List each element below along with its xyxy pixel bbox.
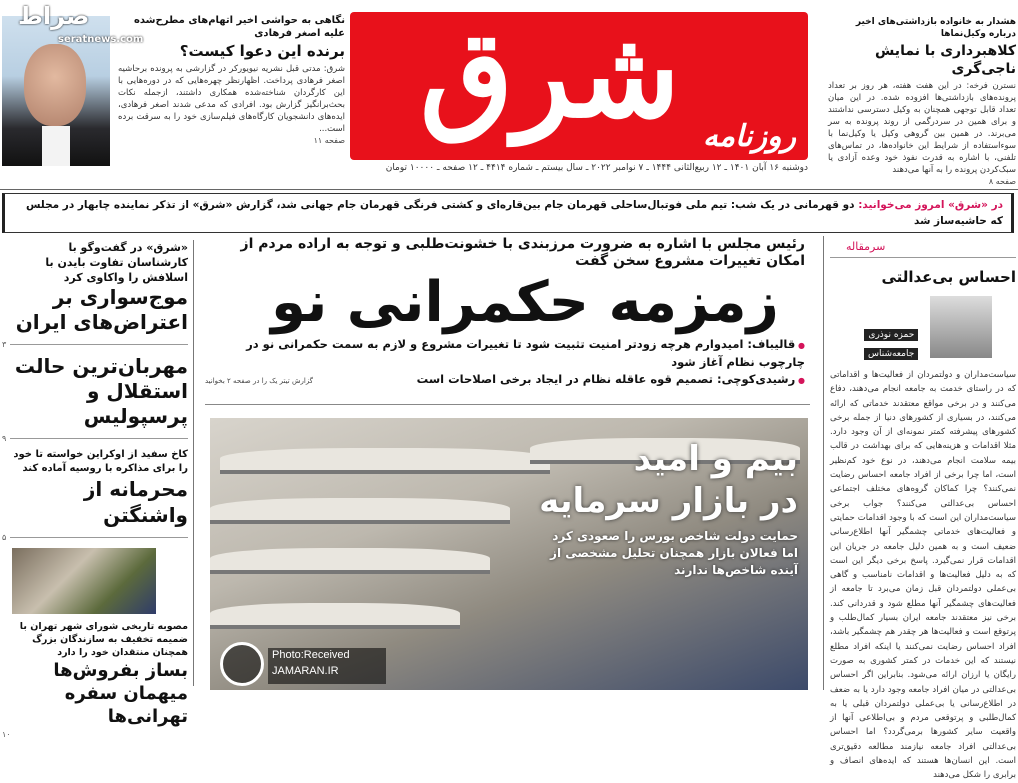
- watermark-line1: Photo:Received: [272, 649, 350, 661]
- page-number: ۵: [2, 533, 7, 542]
- watermark-line2: JAMARAN.IR: [272, 665, 339, 677]
- story-headline[interactable]: کلاهبرداری با نمایش ناجی‌گری: [875, 43, 1016, 77]
- left-item[interactable]: [2, 448, 188, 528]
- author-photo: [930, 296, 992, 358]
- face-shape: [24, 44, 86, 126]
- editorial: [830, 240, 1016, 781]
- item-kicker: کاخ سفید از اوکراین خواسته تا خود را برای مذاکره با روسیه آماده کند: [13, 449, 188, 474]
- ticker-bar: [2, 193, 1014, 233]
- left-item[interactable]: [2, 354, 188, 429]
- masthead-logo: [350, 4, 808, 160]
- ticker-text[interactable]: دو قهرمانی در یک شب: تیم ملی فوتبال‌ساحلی قهرمان جام بین‌قاره‌ای و کشتی فرنگی قهرمان جام جهانی شد، گزارش «شرق» از تذکر نماینده چابهار در مجلس که حاشیه‌ساز شد: [25, 199, 1003, 227]
- date-line: دوشنبه ۱۶ آبان ۱۴۰۱ ـ ۱۲ ربیع‌الثانی ۱۴۴۴ ـ ۷ نوامبر ۲۰۲۲ ـ سال بیستم ـ شماره ۴۴۱۴ ـ ۱۲ صفحه ـ ۱۰۰۰۰ تومان: [385, 163, 808, 173]
- desk-row: [210, 548, 490, 574]
- photo-headline[interactable]: [498, 438, 798, 522]
- story-headline[interactable]: برنده این دعوا کیست؟: [179, 42, 345, 60]
- item-kicker: «شرق» در گفت‌وگو با کارشناسان تفاوت بایدن با اسلافش را واکاوی کرد: [45, 241, 188, 284]
- photo-headline-line2: در بازار سرمایه: [539, 481, 798, 521]
- lead-story: [205, 236, 805, 389]
- column-divider: [823, 236, 824, 690]
- jamaran-watermark: [216, 640, 391, 687]
- lead-bullet: ● رشیدی‌کوچی: تصمیم قوه عاقله نظام در ایجاد برخی اصلاحات است: [417, 371, 805, 389]
- divider: [2, 533, 188, 542]
- editorial-headline[interactable]: احساس بی‌عدالتی: [881, 268, 1016, 286]
- item-headline: محرمانه از واشنگتن: [83, 477, 188, 527]
- page-ref: صفحه ۸: [988, 177, 1016, 186]
- author-name: حمزه نوذری: [864, 329, 918, 341]
- divider: [205, 404, 810, 405]
- left-item[interactable]: [2, 620, 188, 728]
- left-item[interactable]: [2, 240, 188, 335]
- item-kicker: مصوبه تاریخی شورای شهر تهران با ضمیمه تخفیف به سازندگان بزرگ همچنان منتقدان خود را دارد: [19, 621, 188, 658]
- page-ref: صفحه ۱۱: [313, 136, 345, 145]
- column-divider: [193, 240, 194, 686]
- author-role: جامعه‌شناس: [864, 348, 918, 360]
- tehran-building-photo: [12, 548, 156, 614]
- story-body: شرق: مدتی قبل نشریه نیویورکر در گزارشی به پرونده برحاشیه اصغر فرهادی پرداخت. اظهارنظر چهره‌هایی که در دوره‌هایی با این کارگردان شناخته‌شده همکاری داشتند، ازجمله نکات بحث‌برانگیز گزارش بود. افرادی که مدعی شدند اصغر فرهادی، ایده‌های دانشجویان کارگاه‌های فیلم‌سازی خود را به سرقت برده است...: [118, 64, 345, 134]
- jamaran-logo-icon: [220, 642, 264, 686]
- serat-watermark-logo: صراط: [18, 2, 90, 30]
- desk-row: [210, 498, 510, 524]
- logo-subtitle: روزنامه: [702, 119, 796, 154]
- top-right-story: [828, 16, 1016, 187]
- divider: [2, 340, 188, 349]
- item-headline: مهربان‌ترین حالت استقلال و پرسپولیس: [14, 354, 188, 428]
- ticker-label: در «شرق» امروز می‌خوانید:: [858, 199, 1003, 211]
- page-number: ۹: [2, 434, 7, 443]
- divider: [0, 189, 1018, 190]
- logo-text: شرق: [420, 4, 680, 145]
- page-number: ۳: [2, 340, 7, 349]
- divider: [2, 434, 188, 443]
- editorial-body: سیاست‌مداران و دولتمردان از فعالیت‌ها و اقداماتی که در راستای خدمت به جامعه انجام می‌دهند، دفاع می‌کنند و در برخی مواقع معتقدند خدماتی که ارائه می‌کنند، در بسیاری از کشورهای دنیا از جمله برخی کشورهای پیشرفته کمتر نمونه‌ای از آن وجود دارد. مثلا اقدامات و هزینه‌هایی که برای بهداشت در قالب بیمه سلامت انجام می‌دهند، در نوع خود کم‌نظیر است، اما چرا برخی از افراد جامعه احساس رضایت نمی‌کنند؟ چرا کماکان گروه‌های مختلف اجتماعی احساس بی‌عدالتی می‌کنند؟ جواب برخی سیاست‌مداران این است که با وجود اقدامات حمایتی و فعالیت‌های خدماتی چشمگیر آنها اطلاع‌رسانی ضعیف است و به همین دلیل جامعه در جریان این اقدامات قرار نمی‌گیرد. پاسخ برخی دیگر این است که به دلیل فعالیت‌ها و اقدامات نامناسب و گاهی بی‌عملی دولتمردان قبل زمان می‌برد تا جامعه از فعالیت‌های چشمگیر آنها مطلع شود و قدردانی کند. برخی نیز معتقدند جامعه ایران بسیار کمال‌طلب و پرتوقع است و فعالیت‌ها هر چقدر هم چشمگیر باشد، افراد احساس رضایت نمی‌کنند یا اینکه افراد مطلع نیستند که این خدمات در کمتر کشوری به صورت رایگان یا ارزان ارائه می‌شود. بنابراین اگر احساس بی‌عدالتی در میان افراد جامعه وجود دارد یا به ضعف در اطلاع‌رسانی یا بی‌عملی دولتمردان قبلی یا به کمال‌طلبی و پرتوقعی مردم و بی‌اطلاعی آنها از واقعیت سایر کشورها برمی‌گردد؟ اما احساس بی‌عدالتی افراد جامعه نیازمند مطالعه دقیق‌تری است. این انسان‌ها هستند که ایده‌های انصاف و برابری را شکل می‌دهند: [830, 370, 1016, 781]
- desk-row: [210, 603, 460, 629]
- page-number: ۱۰: [2, 730, 11, 739]
- lead-headline[interactable]: زمزمه حکمرانی نو: [271, 270, 779, 335]
- serat-watermark-url: seratnews.com: [58, 34, 144, 45]
- lead-page-ref: گزارش تیتر یک را در صفحه ۲ بخوانید: [205, 377, 314, 385]
- story-kicker: هشدار به خانواده بازداشتی‌های اخیر درباره وکیل‌نماها: [855, 17, 1016, 39]
- author-tags: [864, 322, 918, 360]
- top-left-story: [118, 14, 345, 146]
- story-kicker: نگاهی به حواشی اخیر اتهام‌های مطرح‌شده علیه اصغر فرهادی: [134, 15, 345, 39]
- item-headline: بساز بفروش‌ها میهمان سفره تهرانی‌ها: [53, 660, 188, 727]
- photo-headline-line1: بیم و امید: [633, 439, 798, 479]
- lead-bullet: ● قالیباف: امیدوارم هرچه زودتر امنیت تثبیت شود تا تغییرات مشروع و لازم به سمت حکمرانی نو در چارچوب نظام آغاز شود: [205, 336, 805, 371]
- story-body: نسترن فرخه: در این هفت هفته، هر روز بر تعداد پرونده‌های بازداشتی‌ها افزوده شده. در این میان تعداد قابل توجهی همچنان به وکیل دسترسی نداشتند و برای همین در سردرگمی از روند پرونده به سر می‌برند. در همین بین گروهی وکیل یا وکیل‌نما با سوءاستفاده از شرایط این خانواده‌ها، در تماس‌های تلفنی، با اشاره به قدرت نفوذ خود وعده آزادی یا سبک‌کردن پرونده را به آنها می‌دهند: [828, 81, 1016, 175]
- left-column: [2, 240, 188, 739]
- editorial-section-label: سرمقاله: [830, 240, 1016, 258]
- photo-caption: حمایت دولت شاخص بورس را صعودی کرد اما فعالان بازار همچنان تحلیل مشخصی از آینده شاخص‌ها ندارند: [550, 529, 798, 577]
- shirt-shape: [42, 126, 70, 166]
- item-headline: موج‌سواری بر اعتراض‌های ایران: [15, 285, 188, 334]
- lead-kicker: رئیس مجلس با اشاره به ضرورت مرزبندی با خشونت‌طلبی و توجه به اراده مردم از امکان تغییرات مشروع سخن گفت: [240, 236, 805, 269]
- author-block: [830, 292, 1016, 362]
